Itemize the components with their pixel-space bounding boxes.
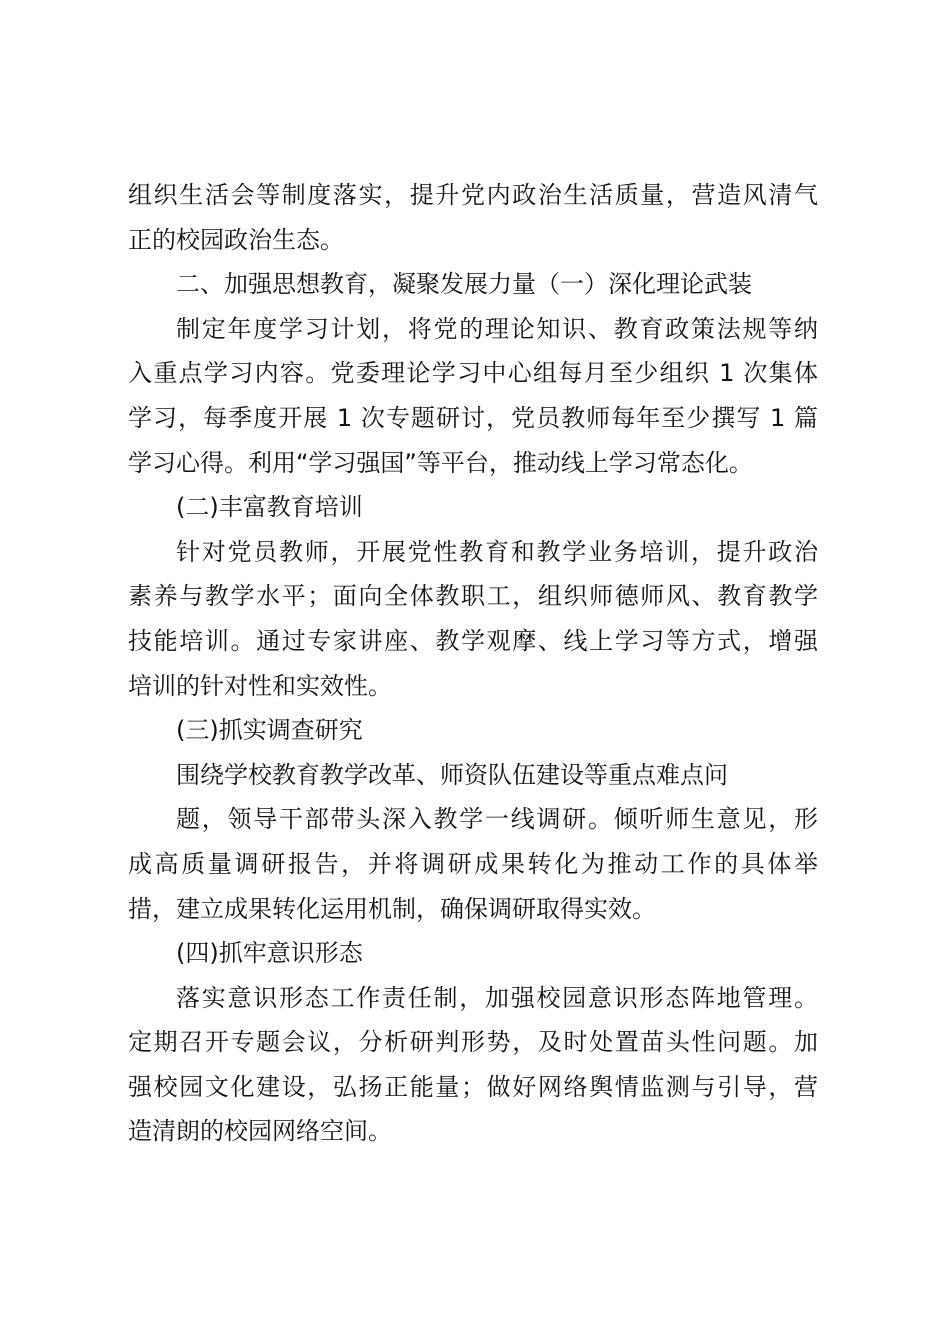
document-body bbox=[128, 173, 818, 1154]
text-line: 正的校园政治生态。 bbox=[128, 225, 344, 254]
text-line: 措，建立成果转化运用机制，确保调研取得实效。 bbox=[128, 894, 656, 923]
text-line: 造清朗的校园网络空间。 bbox=[128, 1117, 392, 1146]
text-line: 成高质量调研报告，并将调研成果转化为推动工作的具体举 bbox=[128, 849, 818, 878]
text-line: 强校园文化建设，弘扬正能量；做好网络舆情监测与引导，营 bbox=[128, 1072, 818, 1101]
text-line: 针对党员教师，开展党性教育和教学业务培训，提升政治 bbox=[176, 537, 818, 566]
text-line: (四)抓牢意识形态 bbox=[176, 939, 363, 968]
text-line: (二)丰富教育培训 bbox=[176, 493, 363, 522]
text-line: 入重点学习内容。党委理论学习中心组每月至少组织 1 次集体 bbox=[128, 359, 818, 388]
text-line: 落实意识形态工作责任制，加强校园意识形态阵地管理。 bbox=[176, 983, 818, 1012]
text-line: 技能培训。通过专家讲座、教学观摩、线上学习等方式，增强 bbox=[128, 626, 818, 655]
text-line: 围绕学校教育教学改革、师资队伍建设等重点难点问 bbox=[176, 760, 728, 789]
text-line: 制定年度学习计划，将党的理论知识、教育政策法规等纳 bbox=[176, 314, 818, 343]
text-line: (三)抓实调查研究 bbox=[176, 716, 363, 745]
text-line: 学习，每季度开展 1 次专题研讨，党员教师每年至少撰写 1 篇 bbox=[128, 403, 818, 432]
text-line: 二、加强思想教育，凝聚发展力量（一）深化理论武装 bbox=[176, 270, 752, 299]
text-line: 组织生活会等制度落实，提升党内政治生活质量，营造风清气 bbox=[128, 181, 818, 209]
text-line: 题，领导干部带头深入教学一线调研。倾听师生意见，形 bbox=[176, 805, 818, 834]
text-line: 培训的针对性和实效性。 bbox=[128, 671, 392, 700]
text-line: 定期召开专题会议，分析研判形势，及时处置苗头性问题。加 bbox=[128, 1028, 818, 1057]
text-line: 素养与教学水平；面向全体教职工，组织师德师风、教育教学 bbox=[128, 582, 818, 611]
text-line: 学习心得。利用“学习强国”等平台，推动线上学习常态化。 bbox=[128, 448, 753, 477]
